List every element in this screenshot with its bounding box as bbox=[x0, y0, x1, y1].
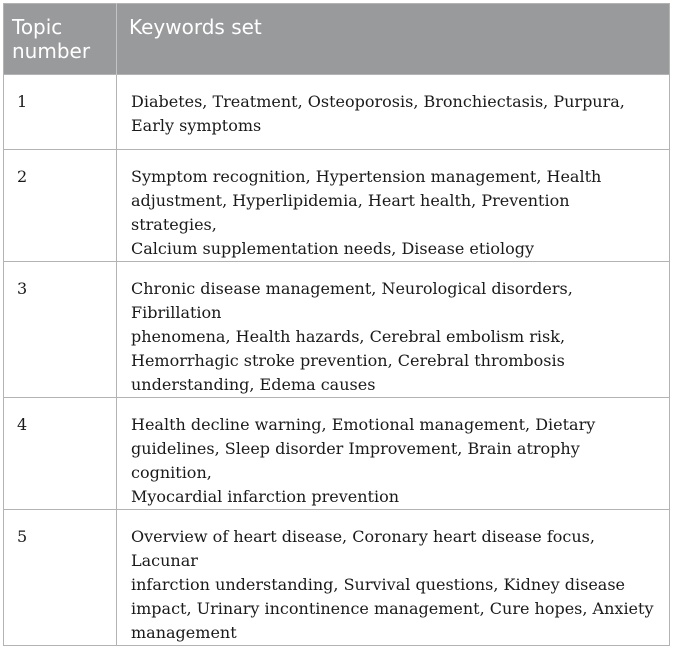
table-body bbox=[4, 75, 670, 646]
table-row bbox=[4, 262, 670, 398]
keywords-cell: Symptom recognition, Hypertension management, Health adjustment, Hyperlipidemia, Heart health, Prevention strategies, Calcium supplementation needs, Disease etiology bbox=[117, 150, 670, 262]
header-keywords-set-label: Keywords set bbox=[129, 15, 262, 39]
table-row bbox=[4, 75, 670, 150]
header-row bbox=[4, 4, 670, 75]
table-row bbox=[4, 150, 670, 262]
topic-number-cell: 1 bbox=[4, 75, 117, 150]
header-keywords-set bbox=[117, 4, 670, 75]
topic-keywords-table bbox=[3, 3, 670, 646]
topic-number-cell: 3 bbox=[4, 262, 117, 398]
table-row bbox=[4, 510, 670, 646]
topic-number-cell: 5 bbox=[4, 510, 117, 646]
keywords-cell: Diabetes, Treatment, Osteoporosis, Bronchiectasis, Purpura, Early symptoms bbox=[117, 75, 670, 150]
table-header bbox=[4, 4, 670, 75]
keywords-cell: Chronic disease management, Neurological disorders, Fibrillation phenomena, Health hazards, Cerebral embolism risk, Hemorrhagic stroke prevention, Cerebral thrombosis understanding, Edema causes bbox=[117, 262, 670, 398]
keywords-cell: Overview of heart disease, Coronary heart disease focus, Lacunar infarction understanding, Survival questions, Kidney disease impact, Urinary incontinence management, Cure hopes, Anxiety management bbox=[117, 510, 670, 646]
keywords-cell: Health decline warning, Emotional management, Dietary guidelines, Sleep disorder Improvement, Brain atrophy cognition, Myocardial infarction prevention bbox=[117, 398, 670, 510]
topic-number-cell: 2 bbox=[4, 150, 117, 262]
table-row bbox=[4, 398, 670, 510]
topic-number-cell: 4 bbox=[4, 398, 117, 510]
header-topic-number bbox=[4, 4, 117, 75]
header-topic-number-label: Topic number bbox=[12, 15, 91, 63]
